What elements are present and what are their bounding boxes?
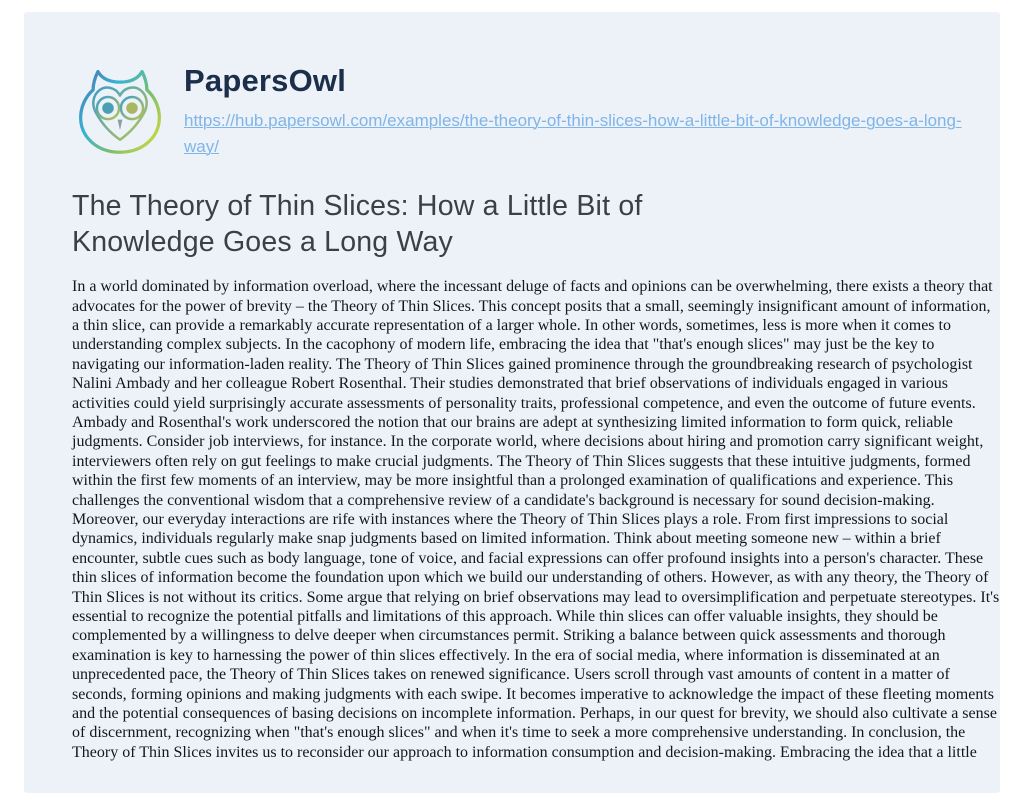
article-body-text: In a world dominated by information overload, where the incessant deluge of facts and opinions can be overwhelming, there exists a theory that advocates for the power of brevity – the Theory of Thin Slices. This concept posits that a small, seemingly insignificant amount of information, a thin slice, can provide a remarkably accurate representation of a larger whole. In other words, sometimes, less is more when it comes to understanding complex subjects. In the cacophony of modern life, embracing the idea that "that's enough slices" may just be the key to navigating our information-laden reality. The Theory of Thin Slices gained prominence through the groundbreaking research of psychologist Nalini Ambady and her colleague Robert Rosenthal. Their studies demonstrated that brief observations of individuals engaged in various activities could yield surprisingly accurate assessments of personality traits, professional competence, and even the outcome of future events. Ambady and Rosenthal's work underscored the notion that our brains are adept at synthesizing limited information to form quick, reliable judgments. Consider job interviews, for instance. In the corporate world, where decisions about hiring and promotion carry significant weight, interviewers often rely on gut feelings to make crucial judgments. The Theory of Thin Slices suggests that these intuitive judgments, formed within the first few moments of an interview, may be more insightful than a prolonged examination of qualifications and experience. This challenges the conventional wisdom that a comprehensive review of a candidate's background is necessary for sound decision-making. Moreover, our everyday interactions are rife with instances where the Theory of Thin Slices plays a role. From first impressions to social dynamics, individuals regularly make snap judgments based on limited information. Think about meeting someone new – within a brief encounter, subtle cues such as body language, tone of voice, and facial expressions can offer profound insights into a person's character. These thin slices of information become the foundation upon which we build our understanding of others. However, as with any theory, the Theory of Thin Slices is not without its critics. Some argue that relying on brief observations may lead to oversimplification and perpetuate stereotypes. It's essential to recognize the potential pitfalls and limitations of this approach. While thin slices can offer valuable insights, they should be complemented by a willingness to delve deeper when circumstances permit. Striking a balance between quick assessments and thorough examination is key to harnessing the power of thin slices effectively. In the era of social media, where information is disseminated at an unprecedented pace, the Theory of Thin Slices takes on renewed significance. Users scroll through vast amounts of content in a matter of seconds, forming opinions and making judgments with each swipe. It becomes imperative to acknowledge the impact of these fleeting moments and the potential consequences of basing decisions on incomplete information. Perhaps, in our quest for brevity, we should also cultivate a sense of discernment, recognizing when "that's enough slices" and when it's time to seek a more comprehensive understanding. In conclusion, the Theory of Thin Slices invites us to reconsider our approach to information consumption and decision-making. Embracing the idea that a little (72, 278, 1000, 761)
page-card (24, 12, 1000, 793)
owl-logo-icon (72, 62, 168, 158)
owl-logo-svg (72, 62, 168, 158)
brand-name: PapersOwl (184, 63, 347, 98)
header-text (184, 62, 966, 160)
source-url-link[interactable]: https://hub.papersowl.com/examples/the-theory-of-thin-slices-how-a-little-bit-of-knowledge-goes-a-long-way/ (184, 111, 962, 157)
site-header (72, 62, 966, 160)
article-title: The Theory of Thin Slices: How a Little Bit of Knowledge Goes a Long Way (72, 190, 643, 259)
